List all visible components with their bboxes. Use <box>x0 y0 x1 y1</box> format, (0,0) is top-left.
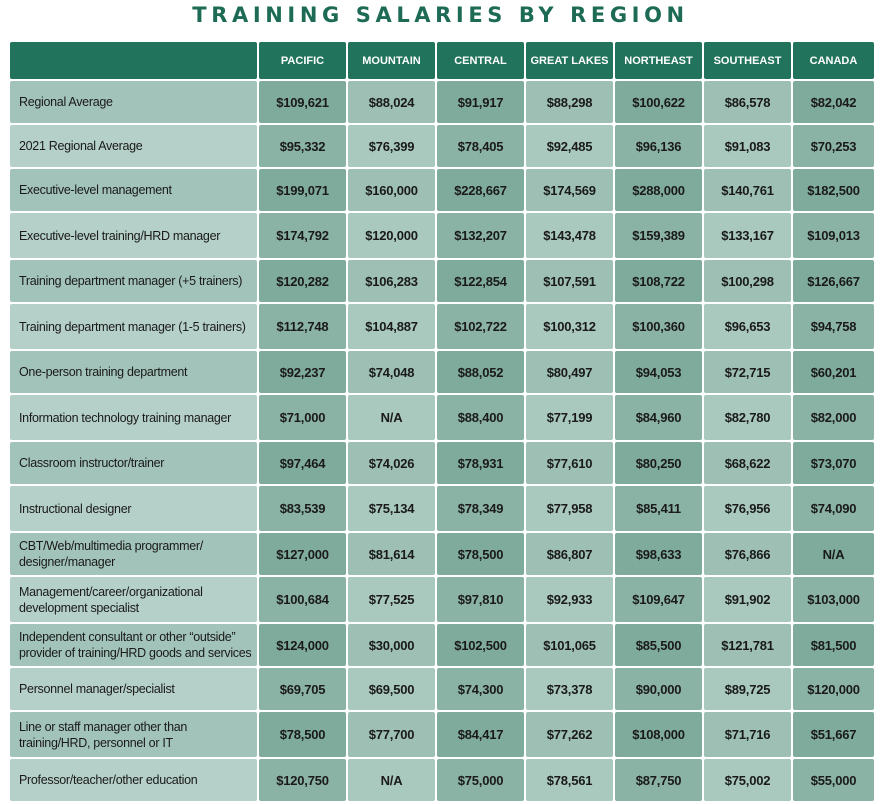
table-row <box>10 668 874 710</box>
table-cell: $88,298 <box>526 81 613 123</box>
table-row <box>10 169 874 211</box>
row-label: Regional Average <box>10 81 257 123</box>
table-cell: $60,201 <box>793 351 874 393</box>
table-cell: $69,500 <box>348 668 435 710</box>
table-row <box>10 759 874 801</box>
table-cell: $109,013 <box>793 213 874 258</box>
table-cell: $97,810 <box>437 577 524 622</box>
table-cell: $182,500 <box>793 169 874 211</box>
table-cell: $74,026 <box>348 442 435 484</box>
column-header-northeast: NORTHEAST <box>615 42 702 79</box>
table-cell: $70,253 <box>793 125 874 167</box>
table-row <box>10 577 874 622</box>
table-cell: $122,854 <box>437 260 524 302</box>
table-cell: $78,405 <box>437 125 524 167</box>
table-cell: $112,748 <box>259 304 346 349</box>
table-cell: $103,000 <box>793 577 874 622</box>
table-cell: $76,399 <box>348 125 435 167</box>
column-header-southeast: SOUTHEAST <box>704 42 791 79</box>
table-cell: $100,360 <box>615 304 702 349</box>
table-cell: $78,561 <box>526 759 613 801</box>
table-cell: $120,750 <box>259 759 346 801</box>
salary-table <box>8 40 876 803</box>
table-cell: $98,633 <box>615 533 702 575</box>
table-cell: $159,389 <box>615 213 702 258</box>
table-cell: $91,902 <box>704 577 791 622</box>
table-cell: $288,000 <box>615 169 702 211</box>
table-row <box>10 395 874 440</box>
table-cell: $71,716 <box>704 712 791 757</box>
table-cell: $100,622 <box>615 81 702 123</box>
table-cell: $120,282 <box>259 260 346 302</box>
table-cell: $85,500 <box>615 624 702 666</box>
table-cell: $97,464 <box>259 442 346 484</box>
row-label: Instructional designer <box>10 486 257 531</box>
table-cell: $109,621 <box>259 81 346 123</box>
table-cell: $100,312 <box>526 304 613 349</box>
table-cell: $96,653 <box>704 304 791 349</box>
table-cell: $92,237 <box>259 351 346 393</box>
row-label: One-person training department <box>10 351 257 393</box>
table-row <box>10 125 874 167</box>
table-row <box>10 351 874 393</box>
table-row <box>10 260 874 302</box>
row-label: 2021 Regional Average <box>10 125 257 167</box>
table-cell: $107,591 <box>526 260 613 302</box>
table-cell: $106,283 <box>348 260 435 302</box>
table-cell: $77,700 <box>348 712 435 757</box>
table-cell: N/A <box>793 533 874 575</box>
table-cell: $86,578 <box>704 81 791 123</box>
table-cell: $140,761 <box>704 169 791 211</box>
table-cell: $174,569 <box>526 169 613 211</box>
table-cell: $88,400 <box>437 395 524 440</box>
table-row <box>10 442 874 484</box>
table-cell: $121,781 <box>704 624 791 666</box>
row-label: Professor/teacher/other education <box>10 759 257 801</box>
table-cell: $82,042 <box>793 81 874 123</box>
table-cell: $199,071 <box>259 169 346 211</box>
table-cell: $74,048 <box>348 351 435 393</box>
table-cell: $86,807 <box>526 533 613 575</box>
table-cell: $72,715 <box>704 351 791 393</box>
table-cell: $102,500 <box>437 624 524 666</box>
table-cell: $78,500 <box>437 533 524 575</box>
table-cell: $94,053 <box>615 351 702 393</box>
table-cell: $109,647 <box>615 577 702 622</box>
table-cell: $104,887 <box>348 304 435 349</box>
table-cell: $108,722 <box>615 260 702 302</box>
table-cell: $80,250 <box>615 442 702 484</box>
table-cell: $95,332 <box>259 125 346 167</box>
table-cell: $75,000 <box>437 759 524 801</box>
table-row <box>10 213 874 258</box>
table-cell: $69,705 <box>259 668 346 710</box>
table-cell: $92,485 <box>526 125 613 167</box>
column-header-pacific: PACIFIC <box>259 42 346 79</box>
table-row <box>10 81 874 123</box>
table-cell: $73,378 <box>526 668 613 710</box>
table-cell: $120,000 <box>793 668 874 710</box>
table-cell: $71,000 <box>259 395 346 440</box>
table-cell: $90,000 <box>615 668 702 710</box>
table-cell: $68,622 <box>704 442 791 484</box>
table-cell: $124,000 <box>259 624 346 666</box>
row-label: Executive-level management <box>10 169 257 211</box>
table-cell: $88,052 <box>437 351 524 393</box>
row-label: Training department manager (1-5 trainers) <box>10 304 257 349</box>
table-cell: $94,758 <box>793 304 874 349</box>
row-label: Management/career/organizational development specialist <box>10 577 257 622</box>
table-cell: $77,958 <box>526 486 613 531</box>
table-cell: $51,667 <box>793 712 874 757</box>
table-cell: $81,614 <box>348 533 435 575</box>
table-cell: $89,725 <box>704 668 791 710</box>
row-label: Line or staff manager other than training/HRD, personnel or IT <box>10 712 257 757</box>
row-label: Executive-level training/HRD manager <box>10 213 257 258</box>
table-cell: $91,083 <box>704 125 791 167</box>
table-cell: $81,500 <box>793 624 874 666</box>
table-cell: $78,349 <box>437 486 524 531</box>
column-header-central: CENTRAL <box>437 42 524 79</box>
table-row <box>10 486 874 531</box>
table-cell: $92,933 <box>526 577 613 622</box>
table-cell: $77,610 <box>526 442 613 484</box>
table-cell: $100,298 <box>704 260 791 302</box>
table-row <box>10 712 874 757</box>
table-cell: N/A <box>348 759 435 801</box>
row-label: Independent consultant or other “outside” provider of training/HRD goods and services <box>10 624 257 666</box>
table-cell: $102,722 <box>437 304 524 349</box>
table-cell: $87,750 <box>615 759 702 801</box>
table-cell: $84,960 <box>615 395 702 440</box>
table-cell: $77,199 <box>526 395 613 440</box>
row-label: Training department manager (+5 trainers) <box>10 260 257 302</box>
table-cell: $82,780 <box>704 395 791 440</box>
table-cell: $120,000 <box>348 213 435 258</box>
table-cell: $78,500 <box>259 712 346 757</box>
table-cell: $133,167 <box>704 213 791 258</box>
column-header-mountain: MOUNTAIN <box>348 42 435 79</box>
table-cell: $174,792 <box>259 213 346 258</box>
table-row <box>10 624 874 666</box>
table-cell: $77,525 <box>348 577 435 622</box>
table-cell: $126,667 <box>793 260 874 302</box>
table-cell: $75,002 <box>704 759 791 801</box>
table-cell: $96,136 <box>615 125 702 167</box>
table-cell: $85,411 <box>615 486 702 531</box>
table-cell: $82,000 <box>793 395 874 440</box>
table-cell: $75,134 <box>348 486 435 531</box>
table-cell: $74,300 <box>437 668 524 710</box>
header-row <box>10 42 874 79</box>
table-cell: $30,000 <box>348 624 435 666</box>
table-cell: N/A <box>348 395 435 440</box>
table-cell: $76,866 <box>704 533 791 575</box>
column-header-great-lakes: GREAT LAKES <box>526 42 613 79</box>
row-label: Personnel manager/specialist <box>10 668 257 710</box>
row-label: CBT/Web/multimedia programmer/ designer/manager <box>10 533 257 575</box>
table-cell: $127,000 <box>259 533 346 575</box>
table-row <box>10 304 874 349</box>
table-cell: $228,667 <box>437 169 524 211</box>
row-label: Classroom instructor/trainer <box>10 442 257 484</box>
table-cell: $108,000 <box>615 712 702 757</box>
table-cell: $100,684 <box>259 577 346 622</box>
table-cell: $84,417 <box>437 712 524 757</box>
table-cell: $88,024 <box>348 81 435 123</box>
table-cell: $77,262 <box>526 712 613 757</box>
table-cell: $76,956 <box>704 486 791 531</box>
table-cell: $83,539 <box>259 486 346 531</box>
table-cell: $55,000 <box>793 759 874 801</box>
table-cell: $78,931 <box>437 442 524 484</box>
table-cell: $91,917 <box>437 81 524 123</box>
table-row <box>10 533 874 575</box>
row-label: Information technology training manager <box>10 395 257 440</box>
column-header-canada: CANADA <box>793 42 874 79</box>
header-corner <box>10 42 257 79</box>
table-cell: $101,065 <box>526 624 613 666</box>
table-body <box>10 81 874 801</box>
table-cell: $160,000 <box>348 169 435 211</box>
page-title: TRAINING SALARIES BY REGION <box>192 3 689 27</box>
table-cell: $74,090 <box>793 486 874 531</box>
table-cell: $132,207 <box>437 213 524 258</box>
table-cell: $80,497 <box>526 351 613 393</box>
table-cell: $143,478 <box>526 213 613 258</box>
table-cell: $73,070 <box>793 442 874 484</box>
